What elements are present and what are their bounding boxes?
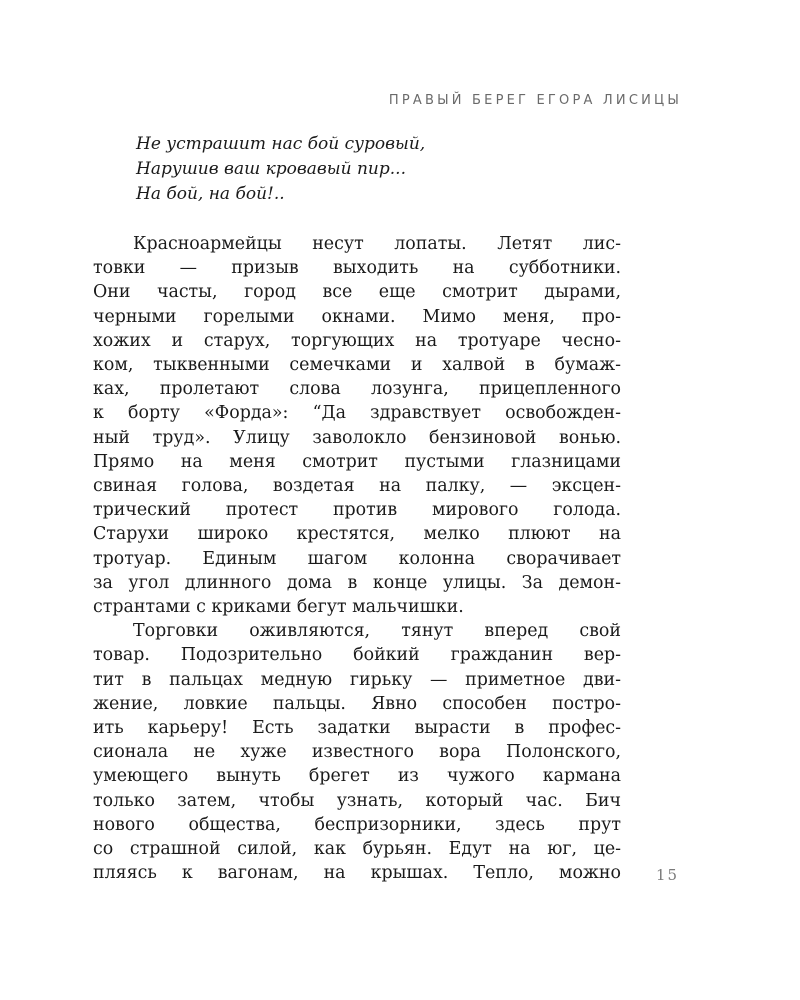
text-line: черными горелыми окнами. Мимо меня, про- — [93, 306, 621, 327]
text-line: тротуар. Единым шагом колонна сворачивает — [93, 548, 621, 569]
text-line: нового общества, беспризорники, здесь прут — [93, 814, 621, 835]
page-number: 15 — [656, 866, 680, 884]
poem-line: Не устрашит нас бой суровый, — [136, 134, 426, 154]
text-line: свиная голова, воздетая на палку, — эксцен- — [93, 476, 621, 497]
paragraph-1 — [93, 232, 621, 619]
text-line: товки — призыв выходить на субботники. — [93, 258, 621, 279]
text-line: ить карьеру! Есть задатки вырасти в профес- — [93, 718, 621, 739]
text-line: Красноармейцы несут лопаты. Летят лис- — [133, 234, 621, 254]
text-line: жение, ловкие пальцы. Явно способен постро- — [93, 693, 621, 714]
text-line: Старухи широко крестятся, мелко плюют на — [93, 524, 621, 545]
text-line: товар. Подозрительно бойкий гражданин вер- — [93, 645, 621, 666]
text-line: Прямо на меня смотрит пустыми глазницами — [93, 451, 621, 472]
running-head: ПРАВЫЙ БЕРЕГ ЕГОРА ЛИСИЦЫ — [388, 93, 682, 108]
text-line: ком, тыквенными семечками и халвой в бумаж- — [93, 355, 621, 376]
text-line: Торговки оживляются, тянут вперед свой — [133, 621, 621, 642]
text-line: ный труд». Улицу заволокло бензиновой вонью. — [93, 427, 621, 448]
paragraph-2 — [93, 619, 621, 885]
text-line: только затем, чтобы узнать, который час. Бич — [93, 790, 621, 811]
text-line: Они часты, город все еще смотрит дырами, — [93, 282, 621, 303]
text-line: сионала не хуже известного вора Полонского, — [93, 742, 621, 763]
text-line: странтами с криками бегут мальчишки. — [93, 597, 464, 618]
text-line: тит в пальцах медную гирьку — приметное дви- — [93, 669, 621, 690]
text-line: к борту «Форда»: “Да здравствует освобожден- — [93, 403, 621, 424]
body-text — [93, 232, 621, 885]
text-line: со страшной силой, как бурьян. Едут на юг, це- — [93, 839, 621, 860]
text-line: пляясь к вагонам, на крышах. Тепло, можно — [93, 863, 621, 884]
text-line: хожих и старух, торгующих на тротуаре чесно- — [93, 330, 621, 351]
poem-epigraph — [136, 132, 425, 207]
text-line: умеющего вынуть брегет из чужого кармана — [93, 766, 621, 787]
text-line: трический протест против мирового голода. — [93, 500, 621, 521]
poem-line: На бой, на бой!.. — [136, 184, 285, 204]
poem-line: Нарушив ваш кровавый пир... — [136, 159, 406, 179]
text-line: за угол длинного дома в конце улицы. За демон- — [93, 572, 621, 593]
text-line: ках, пролетают слова лозунга, прицепленного — [93, 379, 621, 400]
